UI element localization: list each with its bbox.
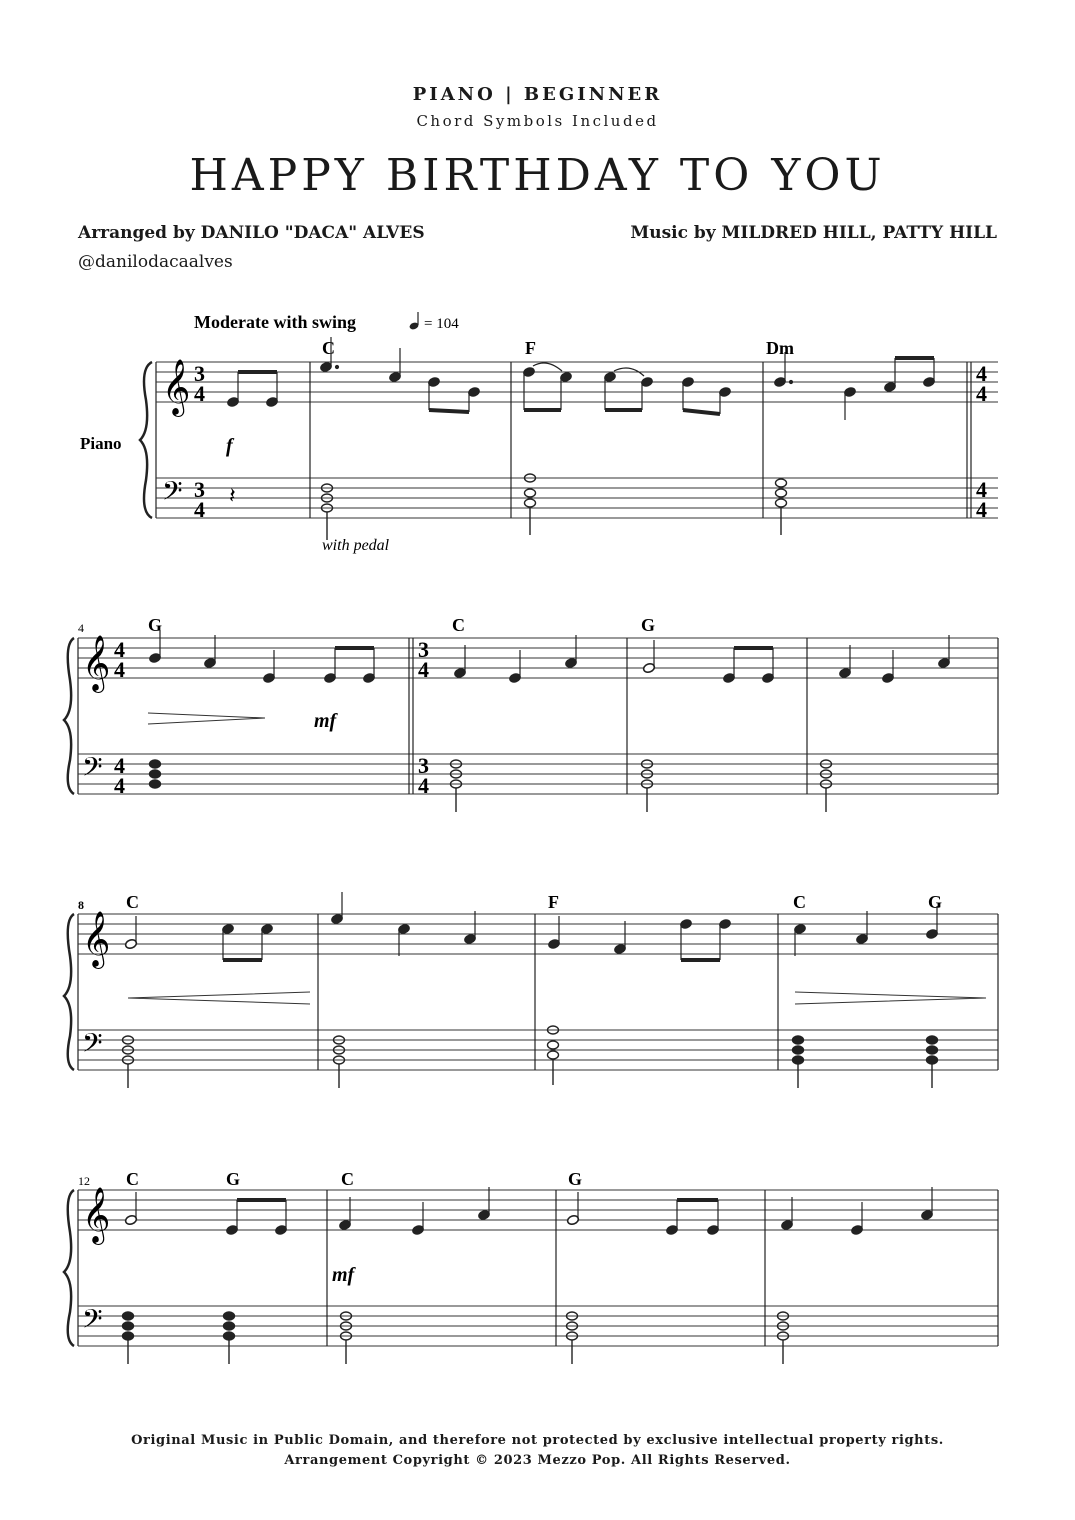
chord-symbol: G: [226, 1169, 241, 1189]
time-signature-bottom: 4: [114, 657, 125, 682]
bass-clef-icon: 𝄢: [82, 1304, 103, 1340]
copyright-notice: Original Music in Public Domain, and therefore not protected by exclusive intellectual property rights.: [131, 1433, 944, 1448]
time-signature-top: 3: [418, 637, 429, 662]
tempo-marking: Moderate with swing: [194, 312, 356, 332]
measure-number: 4: [78, 621, 84, 635]
bass-clef-icon: 𝄢: [82, 1028, 103, 1064]
time-signature-bottom: 4: [114, 773, 125, 798]
crescendo-hairpin: [128, 992, 310, 1004]
difficulty-label: PIANO | BEGINNER: [412, 84, 663, 105]
time-signature-top: 3: [418, 753, 429, 778]
treble-clef-icon: 𝄞: [162, 361, 191, 414]
composer-credit: Music by MILDRED HILL, PATTY HILL: [630, 223, 997, 243]
tempo-value: = 104: [424, 316, 459, 332]
dynamic-marking: f: [226, 435, 233, 457]
chord-symbol: G: [568, 1169, 583, 1189]
measure-number: 8: [78, 898, 84, 912]
bass-chords: [123, 1026, 938, 1088]
chord-symbol: C: [322, 338, 335, 358]
copyright-line: Arrangement Copyright © 2023 Mezzo Pop. All Rights Reserved.: [284, 1453, 791, 1468]
chord-symbol: Dm: [766, 338, 794, 358]
chord-symbol: G: [928, 892, 943, 912]
treble-staff: [156, 362, 998, 402]
arranger-handle: @danilodacaalves: [78, 252, 233, 272]
bass-clef-icon: 𝄢: [82, 752, 103, 788]
chord-symbol: G: [641, 615, 656, 635]
time-signature-bottom: 4: [194, 381, 205, 406]
time-signature-bottom: 4: [976, 381, 987, 406]
bass-chords: [322, 474, 787, 540]
staff-brace: [140, 362, 152, 518]
time-signature-top: 3: [194, 361, 205, 386]
song-title: HAPPY BIRTHDAY TO YOU: [189, 150, 886, 201]
arranger-credit: Arranged by DANILO "DACA" ALVES: [78, 223, 425, 243]
rest-icon: 𝄽: [229, 483, 236, 508]
instrument-label: Piano: [80, 434, 122, 453]
time-signature-top: 4: [976, 361, 987, 386]
decrescendo-hairpin: [795, 992, 986, 1004]
time-signature-top: 3: [194, 477, 205, 502]
chord-symbol: G: [148, 615, 163, 635]
chord-symbol: C: [126, 1169, 139, 1189]
chord-symbol: F: [548, 892, 559, 912]
chord-symbol: C: [126, 892, 139, 912]
bass-chords: [123, 1312, 789, 1364]
dynamic-marking: mf: [332, 1264, 355, 1286]
treble-clef-icon: 𝄞: [82, 913, 111, 966]
time-signature-top: 4: [114, 753, 125, 778]
quarter-note-icon: [409, 312, 420, 331]
bass-clef-icon: 𝄢: [162, 476, 183, 512]
treble-notes: [124, 892, 938, 960]
chord-symbol: C: [793, 892, 806, 912]
bass-staff: [156, 478, 998, 518]
chord-symbol: C: [341, 1169, 354, 1189]
time-signature-top: 4: [976, 477, 987, 502]
dynamic-marking: mf: [314, 710, 337, 732]
time-signature-bottom: 4: [418, 773, 429, 798]
treble-clef-icon: 𝄞: [82, 637, 111, 690]
measure-number: 12: [78, 1174, 90, 1188]
chord-symbol: F: [525, 338, 536, 358]
time-signature-bottom: 4: [418, 657, 429, 682]
treble-clef-icon: 𝄞: [82, 1189, 111, 1242]
decrescendo-hairpin: [148, 713, 265, 724]
pedal-instruction: with pedal: [322, 537, 390, 554]
chord-symbol: C: [452, 615, 465, 635]
bass-chords: [150, 760, 832, 812]
subtitle: Chord Symbols Included: [416, 112, 659, 130]
time-signature-top: 4: [114, 637, 125, 662]
time-signature-bottom: 4: [976, 497, 987, 522]
time-signature-bottom: 4: [194, 497, 205, 522]
treble-notes: [124, 1187, 933, 1236]
